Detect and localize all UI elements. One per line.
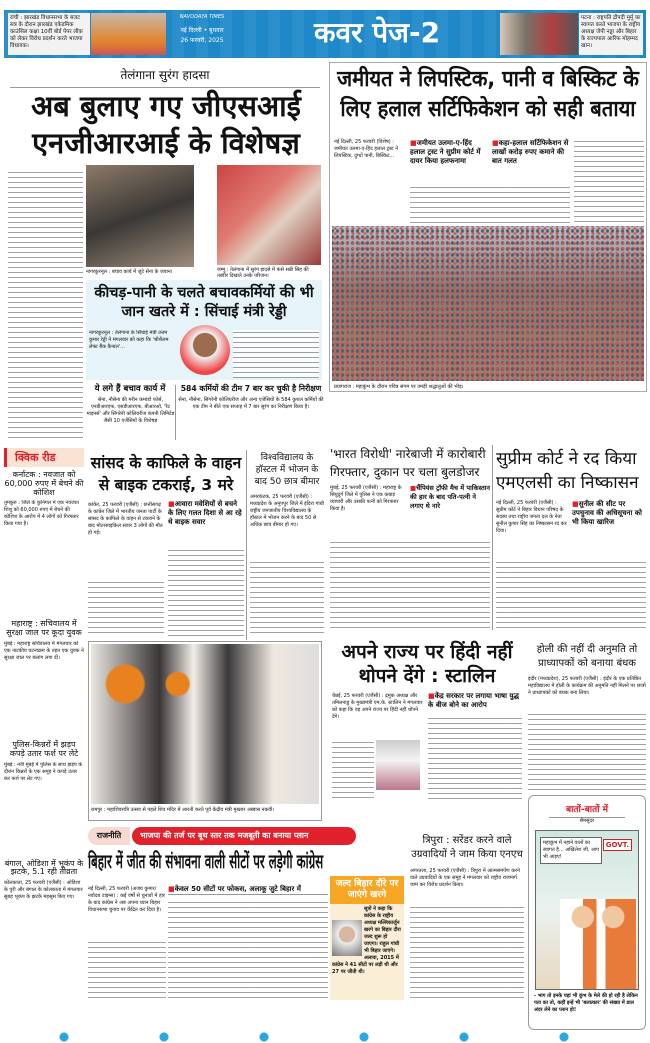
kharge-photo — [332, 920, 362, 956]
brief-text: कोलकाता, 25 फरवरी (एजैंसी) : ओडिशा के पुरी और बंगाल के कोलकाता में मंगलवार सुबह भूकंप के झटके महसूस किए गए। — [4, 880, 83, 901]
header-right-photo — [500, 13, 578, 55]
caption: रामपुर : महाशिवरात्रि उत्सव से पहले शिव मंदिर में आरती करते पूर्व केंद्रीय मंत्री मुख्तार अब्बास नकवी। — [91, 807, 275, 813]
cartoon-caption: - भाग तो इनके यहां भी कुंभ के मेले की हो रही है लेकिन पता का तो, कहीं इन्हें भी 'बलात्कार' की संख्या में डाल अंदर लेने का प्लान हो! — [534, 993, 638, 1013]
body-lines — [233, 330, 319, 378]
story-lead: मुंबई, 25 फरवरी (एजैंसी) : महाराष्ट्र के सिंधुदुर्ग जिले में पुलिस ने एक कबाड़ व्यापारी और उसकी पत्नी को गिरफ्तार किया है। — [330, 485, 402, 512]
story-lead: कांकेर, 25 फरवरी (एजैंसी) : छत्तीसगढ़ के कांकेर जिले में भारतीय जनता पार्टी के सांसद के काफिले के वाहन से टकराने के बाद मोटरसाइकिल सवार 3 लोगों की मौत हो गई। — [88, 502, 163, 536]
page-title: कवर पेज-2 — [314, 16, 441, 49]
brief-title: कर्नाटक : नवजात को 60,000 रुपए में बेचने की कोशिश — [4, 470, 84, 497]
strapline: भाजपा की तर्ज पर बूथ स्तर तक मजबूती का बनाया प्लान — [132, 827, 356, 845]
jaldi-text: सूत्रों ने कहा कि कांग्रेस के राष्ट्रीय अध्यक्ष मल्लिकार्जुन खरगे का बिहार दौरा जल्द शुरू हो जाएगा। राहुल गांधी भी बिहार जाएंगे। अलावा, 2015 में कांग्रेस ने 41 सीटों पर लड़ी थी और 27 पर जीती थी। — [332, 906, 401, 975]
jaldi-title: जल्द बिहार दौरे पर जाएंगे खरगे — [330, 876, 404, 904]
brief-title: महाराष्ट्र : सचिवालय में सुरक्षा जाल पर कूदा युवक — [6, 619, 82, 638]
body-lines — [88, 940, 166, 1000]
caption: नागरकुरनूल : बचाव कार्य में जुटे सेना के जवान। — [86, 269, 173, 275]
story-lead: अगरतला, 25 फरवरी (एजैंसी) : त्रिपुरा में आत्मसमर्पण करने वाले उग्रवादियों के एक समूह ने मंगलवार को राष्ट्रीय राजमार्ग जाम कर विरोध प्रदर्शन किया। — [410, 868, 520, 888]
body-lines — [428, 716, 522, 802]
telangana-photo-family — [217, 165, 321, 265]
keechad-lead: नागरकुरनूल : तेलंगाना के सिंचाई मंत्री उत्तम कुमार रेड्डी ने मंगलवार को कहा कि 'श्रीशैलम लेफ्ट बैंक कैनाल'... — [89, 330, 169, 350]
subhead: ■ कहा-हलाल सर्टिफिकेशन से लाखों करोड़ रुपए कमाने की बात गलत — [492, 139, 570, 166]
story-lead: अमरकंटक, 25 फरवरी (एजैंसी) : मध्यप्रदेश के अनूपपुर जिले में इंदिरा गांधी राष्ट्रीय जनजातीय विश्वविद्यालय के हॉस्टल में भोजन करने के बाद 50 से अधिक छात्र बीमार हो गए। — [250, 494, 324, 528]
body-lines — [574, 139, 644, 223]
header-right-brief: पटना : राष्ट्रपति द्रौपदी मुर्मू का स्वागत करते भाजपा के राष्ट्रीय अध्यक्ष जेपी नड्डा और बिहार के राज्यपाल आरिफ मोहम्मद खान। — [579, 13, 643, 55]
header-band — [4, 10, 646, 58]
telangana-body-col1 — [8, 170, 83, 440]
body-lines — [168, 548, 244, 636]
kumbh-crowd-photo — [332, 226, 644, 381]
box-text: सेना, नौसेना, सिंगरेनी कोलियरीज और अन्य एजेंसियों के 584 कुशल कर्मियों की एक टीम ने बीते एक सप्ताह में 7 बार सुरंग का निरीक्षण किया है। — [178, 396, 324, 410]
brief-title: बंगाल, ओडिशा में भूकंप के झटके, 5.1 रही तीव्रता — [4, 858, 84, 877]
body-lines — [250, 560, 324, 636]
story-lead: नई दिल्ली, 25 फरवरी (अजय कुमार/नवोदय टाइम्स) : कई वर्षों से चुनावों में हार के बाद कांग्रेस ने अब अपना ध्यान बिहार विधानसभा चुनाव पर केंद्रित कर दिया है। — [88, 886, 165, 913]
kicker: तेलंगाना सुरंग हादसा — [10, 66, 320, 88]
govt-sign: GOVT. — [603, 839, 632, 851]
speech-bubble: महाकुंभ में नहाने वालों का स्वागत है... अखिलेश जी, आप भी आइए! — [540, 837, 602, 864]
tripura-headline: त्रिपुरा : सरेंडर करने वाले उग्रवादियों ने जाम किया एनएच — [411, 835, 523, 860]
brief-text: मुंबई : नवी मुंबई में पुलिस के साथ झड़प के दौरान किन्नरों के एक समूह ने कपड़े उतार कर फर्श पर लेट गए। — [4, 761, 83, 782]
jaldi-box — [330, 876, 404, 1000]
bihar-headline: बिहार में जीत की संभावना वाली सीटों पर लड़ेगी कांग्रेस — [88, 850, 324, 873]
box-text: सेना, नौसेना की मरीन कमांडो फोर्स, एनडीआरएफ, एसडीआरएफ, बीआरओ, 'रैट माइनर्स' और सिंगरेनी कोलियरीज कंपनी लिमिटेड जैसी 10 एजेंसियों के विशेषज्ञ — [86, 397, 175, 425]
subhead: ■ चैंपियंस ट्रॉफी मैच में पाकिस्तान की हार के बाद पति-पत्नी ने लगाए थे नारे — [410, 484, 490, 511]
jamiat-headline: जमीयत ने लिपस्टिक, पानी व बिस्किट के लिए हलाल सर्टिफिकेशन को सही बताया — [337, 67, 639, 122]
body-lines — [410, 185, 570, 223]
stalin-photo — [376, 740, 420, 790]
cartoon-figures — [560, 899, 636, 989]
issue-date: 26 फरवरी, 2025 — [180, 37, 224, 44]
keechad-headline: कीचड़-पानी के चलते बचावकर्मियों की भी जान खतरे में : सिंचाई मंत्री रेड्डी — [94, 285, 314, 320]
body-lines — [168, 900, 328, 1000]
subhead: ■ आवारा मवेशियों से बचने के लिए गलत दिशा से आ रहे थे बाइक सवार — [168, 500, 244, 527]
subhead: ■ जमीयत उलमा-ए-हिंद हलाल ट्रस्ट ने सुप्रीम कोर्ट में दायर किया हलफनामा — [410, 139, 488, 166]
cartoon-drawing — [535, 830, 639, 990]
body-lines — [330, 540, 490, 628]
story-lead: नई दिल्ली, 25 फरवरी (एजैंसी) : सुप्रीम कोर्ट ने बिहार विधान परिषद के सदस्य तथा राष्ट्रीय जनता दल के नेता सुनील कुमार सिंह का निष्कासन रद कर दिया। — [496, 500, 567, 534]
story-lead: चेन्नई, 25 फरवरी (एजैंसी) : द्रमुक अध्यक्ष और तमिलनाडु के मुख्यमंत्री एम.के. स्टालिन ने मंगलवार को कहा कि वह अपने राज्य पर हिंदी नहीं थोपने देंगे। — [332, 693, 423, 720]
temple-photo-frame — [88, 641, 322, 821]
brief-title: पुलिस-किन्नरों में झड़प कपड़े उतार फर्श पर लेटे — [9, 739, 79, 758]
sansad-headline: सांसद के काफिले के वाहन से बाइक टकराई, 3 मरे — [90, 454, 242, 494]
inspection-box — [178, 385, 324, 440]
brief-text: मुंबई : महाराष्ट्र सचिवालय में मंगलवार को एक नाटकीय घटनाक्रम के तहत एक युवक ने सुरक्षा जाल पर छलांग लगा दी। — [4, 640, 84, 661]
body-lines — [528, 712, 646, 792]
cartoon-box — [528, 795, 646, 1030]
subhead: ■ केवल 50 सीटों पर फोकस, अलाकू जुटे बिहार में — [168, 885, 328, 895]
subhead: ■ सुनील की सीट पर उपचुनाव की अधिसूचना को भी किया खारिज — [572, 500, 646, 527]
supreme-headline: सुप्रीम कोर्ट ने रद किया एमएलसी का निष्कासन — [496, 449, 639, 493]
cartoon-title: बातों-बातों में — [565, 805, 609, 815]
story-lead: नई दिल्ली, 25 फरवरी (विशेष) : जमीयत उलमा-ए-हिंद हलाल ट्रस्ट ने लिपस्टिक, दुग्धों पानी, बिस्किट... — [334, 139, 398, 159]
body-lines — [410, 905, 524, 1000]
story-lead: इंदौर (मध्यप्रदेश), 25 फरवरी (एजैंसी) : इंदौर के एक प्रतिष्ठित महाविद्यालय में होली के कार्यक्रम की अनुमति नहीं मिलने पर छात्रों ने प्राध्यापकों को बंधक बना लिया। — [528, 676, 646, 696]
rajneeti-strip — [88, 827, 356, 845]
telangana-headline: अब बुलाए गए जीएसआई एनजीआरआई के विशेषज्ञ — [31, 89, 301, 160]
jamiat-story — [329, 62, 647, 392]
hostel-headline: विश्वविद्यालय के हॉस्टल में भोजन के बाद 50 छात्र बीमार — [254, 453, 320, 487]
brief-text: तुमकुरु : जिले के कुनिगल में एक नवजात शिशु को 60,000 रुपए में बेचने की कोशिश के आरोप में 4 लोगों को गिरफ्तार किया गया है। — [4, 500, 79, 528]
header-left-photo — [91, 13, 166, 55]
rescue-agencies-box — [86, 385, 176, 440]
header-left-brief: रांची : झारखंड विधानसभा के बजट सत्र के दौरान झारखंड एकेडमिक काउंसिल कक्षा 10वीं बोर्ड पेपर लीक को लेकर विरोध प्रदर्शन करते भाजपा विधायक। — [8, 13, 90, 55]
body-lines — [332, 740, 374, 802]
keechad-box — [86, 280, 322, 380]
quick-read — [4, 448, 84, 1003]
body-lines — [88, 580, 164, 636]
paper-name: NAVODAYA TIMES — [179, 14, 225, 20]
bharat-headline: 'भारत विरोधी' नारेबाजी में कारोबारी गिरफ्तार, दुकान पर चला बुलडोजर — [330, 447, 486, 479]
telangana-photo-rescue — [86, 165, 194, 267]
section-tag: राजनीति — [88, 827, 130, 845]
dateline: नई दिल्ली • बुधवार — [180, 27, 224, 34]
holi-headline: होली की नहीं दी अनुमति तो प्राध्यापकों को बनाया बंधक — [536, 644, 638, 669]
color-registration-bar — [0, 1032, 650, 1042]
cartoon-artist: सैमसुंदर — [549, 817, 625, 824]
body-lines — [496, 560, 646, 628]
caption: प्रयागराज : महाकुंभ के दौरान पवित्र संगम पर उमड़ी श्रद्धालुओं की भीड़। — [334, 384, 464, 390]
box-title: 584 कर्मियों की टीम 7 बार कर चुकी है निरीक्षण — [180, 384, 322, 393]
reddy-portrait — [180, 325, 230, 375]
quick-read-label: क्विक रीड — [4, 448, 84, 467]
subhead: ■ केंद्र सरकार पर लगाया भाषा युद्ध के बीज बोने का आरोप — [428, 692, 522, 710]
caption: जम्मू : तेलंगाना में सुरंग हादसे में फंसे सन्नी सिंह की तस्वीर दिखाते उनके परिजन। — [217, 267, 309, 279]
temple-photo — [91, 644, 319, 804]
box-title: ये लगे हैं बचाव कार्य में — [94, 384, 166, 394]
stalin-headline: अपने राज्य पर हिंदी नहीं थोपने देंगे : स्टालिन — [341, 641, 513, 687]
